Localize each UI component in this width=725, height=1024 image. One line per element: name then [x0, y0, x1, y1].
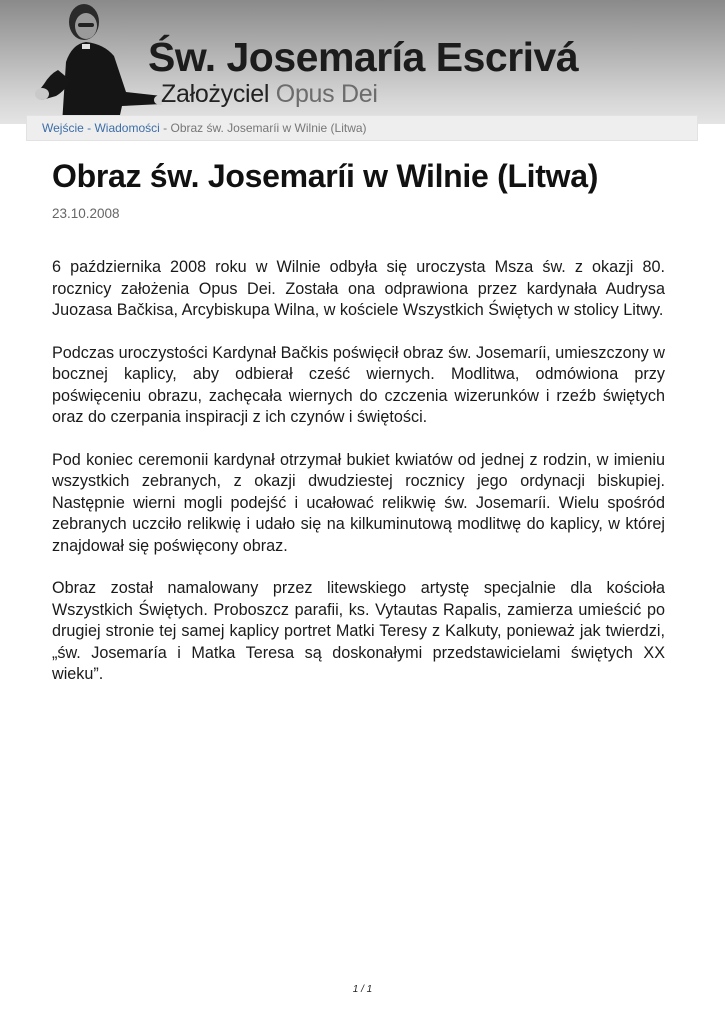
breadcrumb-bar [26, 115, 698, 141]
site-subtitle-founder: Założyciel [161, 80, 270, 108]
breadcrumb-separator: - [159, 121, 171, 135]
site-header [0, 0, 725, 124]
breadcrumb-link-news[interactable]: Wiadomości [94, 121, 160, 135]
breadcrumb-separator: - [83, 121, 95, 135]
article-title: Obraz św. Josemaríi w Wilnie (Litwa) [52, 158, 599, 194]
breadcrumb [42, 121, 367, 135]
article-paragraph: Pod koniec ceremonii kardynał otrzymał bukiet kwiatów od jednej z rodzin, w imieniu wszystkich zebranych, z okazji dwudziestej rocznicy jego ordynacji biskupiej. Następnie wierni mogli podejść i ucałować relikwię św. Josemaríi. Wielu spośród zebranych uczciło relikwię i udało się na kilkuminutową modlitwę do kaplicy, w której znajdował się poświęcony obraz. [52, 450, 665, 555]
breadcrumb-link-home[interactable]: Wejście [42, 121, 84, 135]
article-paragraph: 6 października 2008 roku w Wilnie odbyła się uroczysta Msza św. z okazji 80. rocznicy założenia Opus Dei. Została ona odprawiona przez kardynała Audrysa Juozasa Bačkisa, Arcybiskupa Wilna, w kościele Wszystkich Świętych w stolicy Litwy. [52, 258, 665, 319]
saint-portrait-image [22, 0, 162, 124]
site-subtitle-opus-dei: Opus Dei [269, 80, 378, 108]
article-body [52, 257, 665, 707]
article-paragraph: Podczas uroczystości Kardynał Bačkis poświęcił obraz św. Josemaríi, umieszczony w bocznej kaplicy, aby odbierał cześć wiernych. Modlitwa, odmówiona przy poświęceniu obrazu, zachęcała wiernych do czczenia wizerunków i rzeźb świętych oraz do czerpania inspiracji z ich czynów i świętości. [52, 343, 665, 426]
page-number: 1 / 1 [352, 984, 373, 995]
article-paragraph: Obraz został namalowany przez litewskiego artystę specjalnie dla kościoła Wszystkich Świętych. Proboszcz parafii, ks. Vytautas Rapalis, zamierza umieścić po drugiej stronie tej samej kaplicy portret Matki Teresy z Kalkuty, ponieważ jak twierdzi, „św. Josemaría i Matka Teresa są doskonałymi przedstawicielami świętych XX wieku”. [52, 579, 665, 683]
article-date: 23.10.2008 [52, 206, 120, 221]
site-subtitle [161, 80, 378, 109]
site-title: Św. Josemaría Escrivá [148, 34, 579, 80]
breadcrumb-current: Obraz św. Josemaríi w Wilnie (Litwa) [170, 121, 367, 135]
